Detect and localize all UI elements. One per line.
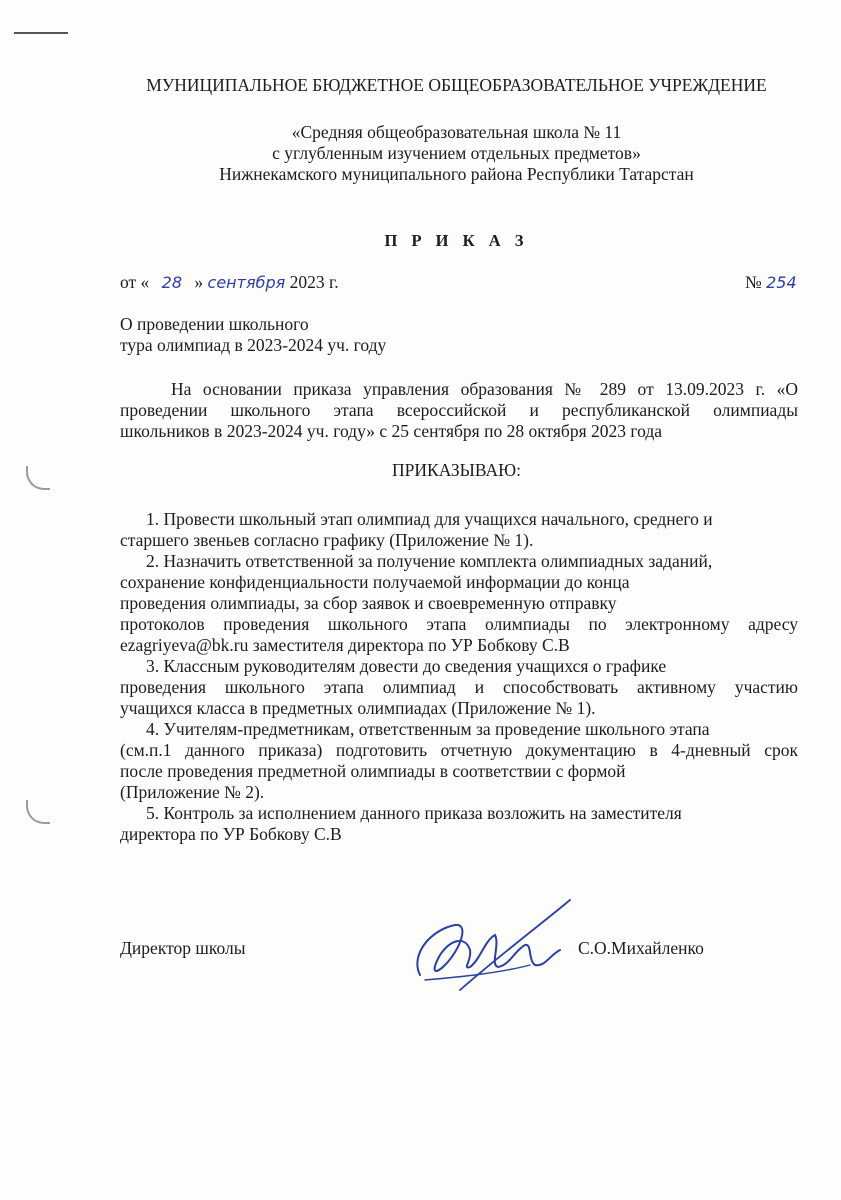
date-year: 2023 г. [289, 272, 339, 292]
order-item-line: проведения олимпиады, за сбор заявок и своевременную отправку [120, 593, 617, 613]
order-item-line: 1. Провести школьный этап олимпиад для учащихся начального, среднего и [146, 509, 713, 529]
school-name-line: с углубленным изучением отдельных предметов» [272, 143, 641, 163]
order-item-line: ezagriyeva@bk.ru заместителя директора по УР Бобкову С.В [120, 635, 570, 655]
handwritten-signature [400, 895, 580, 995]
number-value: 254 [766, 273, 797, 292]
order-number [745, 272, 797, 293]
order-item-line: директора по УР Бобкову С.В [120, 824, 342, 844]
institution-name: МУНИЦИПАЛЬНОЕ БЮДЖЕТНОЕ ОБЩЕОБРАЗОВАТЕЛЬНОЕ УЧРЕЖДЕНИЕ [146, 75, 767, 95]
scan-mark [14, 32, 68, 34]
number-prefix: № [745, 272, 762, 292]
order-item-line: старшего звеньев согласно графику (Приложение № 1). [120, 530, 534, 550]
document-title: П Р И К А З [384, 231, 529, 250]
order-date [120, 272, 339, 293]
order-item-line: протоколов проведения школьного этапа олимпиады по электронному адресу [120, 614, 798, 634]
order-item-line: 5. Контроль за исполнением данного приказа возложить на заместителя [146, 803, 682, 823]
date-day: 28 [161, 273, 183, 292]
order-item-line: (Приложение № 2). [120, 782, 265, 802]
preamble-line: На основании приказа управления образования № 289 от 13.09.2023 г. «О [171, 379, 798, 399]
order-item-line: 3. Классным руководителям довести до сведения учащихся о графике [146, 656, 667, 676]
order-item-line: 4. Учителям-предметникам, ответственным за проведение школьного этапа [146, 719, 710, 739]
binder-hole-mark [26, 800, 50, 824]
signatory-position: Директор школы [120, 938, 246, 958]
order-item-line: проведения школьного этапа олимпиад и способствовать активному участию [120, 677, 798, 697]
subject-line: тура олимпиад в 2023-2024 уч. году [120, 335, 387, 355]
subject-line: О проведении школьного [120, 314, 309, 334]
preamble-line: проведении школьного этапа всероссийской и республиканской олимпиады [120, 400, 798, 420]
order-item-line: 2. Назначить ответственной за получение комплекта олимпиадных заданий, [146, 551, 713, 571]
order-item-line: учащихся класса в предметных олимпиадах (Приложение № 1). [120, 698, 596, 718]
date-mid: » [194, 272, 204, 292]
order-word: ПРИКАЗЫВАЮ: [392, 460, 521, 480]
date-month: сентября [207, 273, 286, 292]
order-item-line: сохранение конфиденциальности получаемой информации до конца [120, 572, 630, 592]
school-name-line: Нижнекамского муниципального района Республики Татарстан [219, 164, 694, 184]
order-item-line: (см.п.1 данного приказа) подготовить отчетную документацию в 4-дневный срок [120, 740, 798, 760]
signatory-name: С.О.Михайленко [578, 938, 704, 958]
preamble-line: школьников в 2023-2024 уч. году» с 25 сентября по 28 октября 2023 года [120, 421, 663, 441]
order-item-line: после проведения предметной олимпиады в соответствии с формой [120, 761, 626, 781]
school-name-line: «Средняя общеобразовательная школа № 11 [291, 122, 622, 142]
date-prefix: от « [120, 272, 150, 292]
